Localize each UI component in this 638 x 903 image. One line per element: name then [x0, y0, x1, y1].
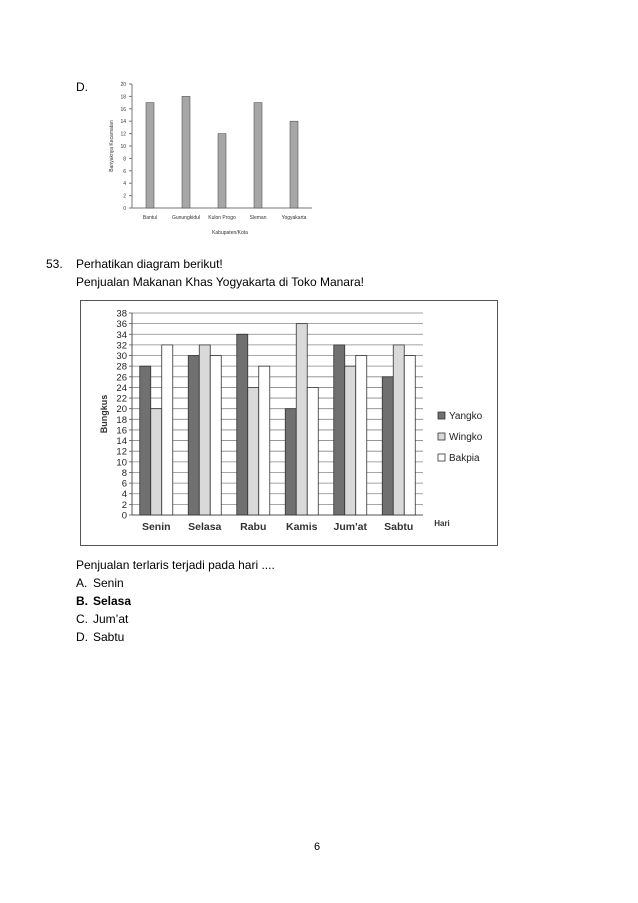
y-tick-label: 8 [121, 467, 127, 479]
y-tick-label: 22 [116, 393, 127, 405]
y-tick-label: 26 [116, 372, 127, 384]
y-tick-label: 20 [116, 404, 127, 416]
x-tick-label: Gunungkidul [171, 215, 201, 221]
option-letter: C. [76, 612, 88, 626]
legend-label: Yangko [449, 411, 483, 422]
y-tick-label: 30 [116, 351, 127, 363]
y-tick-label: 4 [121, 489, 127, 501]
bar [218, 134, 226, 208]
x-tick-label: Senin [141, 521, 171, 533]
y-tick-label: 18 [116, 414, 127, 426]
x-axis-title: Kabupaten/Kota [212, 230, 248, 236]
bar [404, 356, 415, 515]
y-axis-title: Bungkus [99, 394, 109, 434]
question-number: 53. [46, 257, 63, 271]
x-tick-label: Rabu [240, 521, 267, 533]
bar [146, 103, 154, 208]
page-number: 6 [314, 841, 321, 853]
option-text: Senin [93, 576, 124, 590]
legend-swatch [438, 454, 445, 461]
x-tick-label: Jum'at [333, 521, 367, 533]
bar [356, 356, 367, 515]
y-tick-label: 32 [116, 340, 127, 352]
bar [259, 366, 270, 515]
y-tick-label: 20 [120, 82, 126, 88]
bar [307, 387, 318, 515]
x-tick-label: Kamis [285, 521, 318, 533]
y-tick-label: 34 [116, 329, 127, 341]
bar [210, 356, 221, 515]
y-axis-title: Banyaknya Kecamatan [109, 120, 115, 172]
x-tick-label: Sabtu [384, 521, 414, 533]
y-tick-label: 24 [116, 382, 127, 394]
y-tick-label: 10 [116, 457, 127, 469]
bar [199, 345, 210, 515]
option-letter: D. [76, 630, 88, 644]
y-tick-label: 18 [120, 94, 126, 101]
option-letter: B. [76, 594, 88, 608]
y-tick-label: 16 [116, 425, 127, 437]
bar [237, 334, 248, 515]
sales-bar-chart [80, 300, 498, 546]
question-prompt: Penjualan terlaris terjadi pada hari .... [76, 558, 275, 572]
legend-label: Bakpia [449, 453, 480, 464]
x-tick-label: Yogyakarta [281, 215, 307, 221]
y-tick-label: 2 [121, 499, 127, 511]
option-text: Selasa [93, 594, 132, 608]
bar [254, 103, 262, 208]
bar [345, 366, 356, 515]
answer-option [76, 630, 124, 645]
bar [248, 387, 259, 515]
bar [334, 345, 345, 515]
legend-swatch [438, 433, 445, 440]
legend-swatch [438, 412, 445, 419]
y-tick-label: 16 [120, 106, 126, 113]
bar [140, 366, 151, 515]
legend-label: Wingko [449, 432, 483, 443]
bar [151, 409, 162, 515]
answer-option [76, 576, 124, 591]
bar [296, 324, 307, 515]
y-tick-label: 14 [116, 436, 127, 448]
option-letter: A. [76, 576, 88, 590]
bar [182, 96, 190, 208]
y-tick-label: 14 [120, 119, 126, 126]
kecamatan-bar-chart [100, 74, 320, 242]
question-chart-title: Penjualan Makanan Khas Yogyakarta di Toko Manara! [76, 275, 364, 289]
y-tick-label: 8 [123, 156, 126, 163]
y-tick-label: 10 [120, 144, 126, 150]
y-tick-label: 12 [120, 131, 126, 138]
bar [393, 345, 404, 515]
y-tick-label: 0 [123, 206, 126, 212]
x-axis-title: Hari [434, 519, 450, 528]
y-tick-label: 36 [116, 319, 127, 331]
option-text: Jum’at [93, 612, 129, 626]
question-instruction: Perhatikan diagram berikut! [76, 257, 223, 271]
y-tick-label: 2 [123, 193, 126, 200]
x-tick-label: Selasa [188, 521, 222, 533]
answer-option [76, 612, 128, 627]
prev-option-label: D. [76, 80, 88, 94]
bar [162, 345, 173, 515]
y-tick-label: 6 [123, 168, 126, 175]
option-text: Sabtu [93, 630, 125, 644]
y-tick-label: 4 [123, 181, 126, 188]
bar [188, 356, 199, 515]
bar [285, 409, 296, 515]
y-tick-label: 6 [121, 478, 127, 490]
x-tick-label: Sleman [249, 215, 267, 221]
x-tick-label: Bantul [142, 215, 158, 221]
bar [290, 121, 298, 208]
answer-option [76, 594, 131, 609]
x-tick-label: Kulon Progo [208, 215, 236, 221]
bar [382, 377, 393, 515]
y-tick-label: 12 [116, 446, 127, 458]
y-tick-label: 0 [121, 510, 127, 522]
y-tick-label: 38 [116, 308, 127, 320]
y-tick-label: 28 [116, 361, 127, 373]
